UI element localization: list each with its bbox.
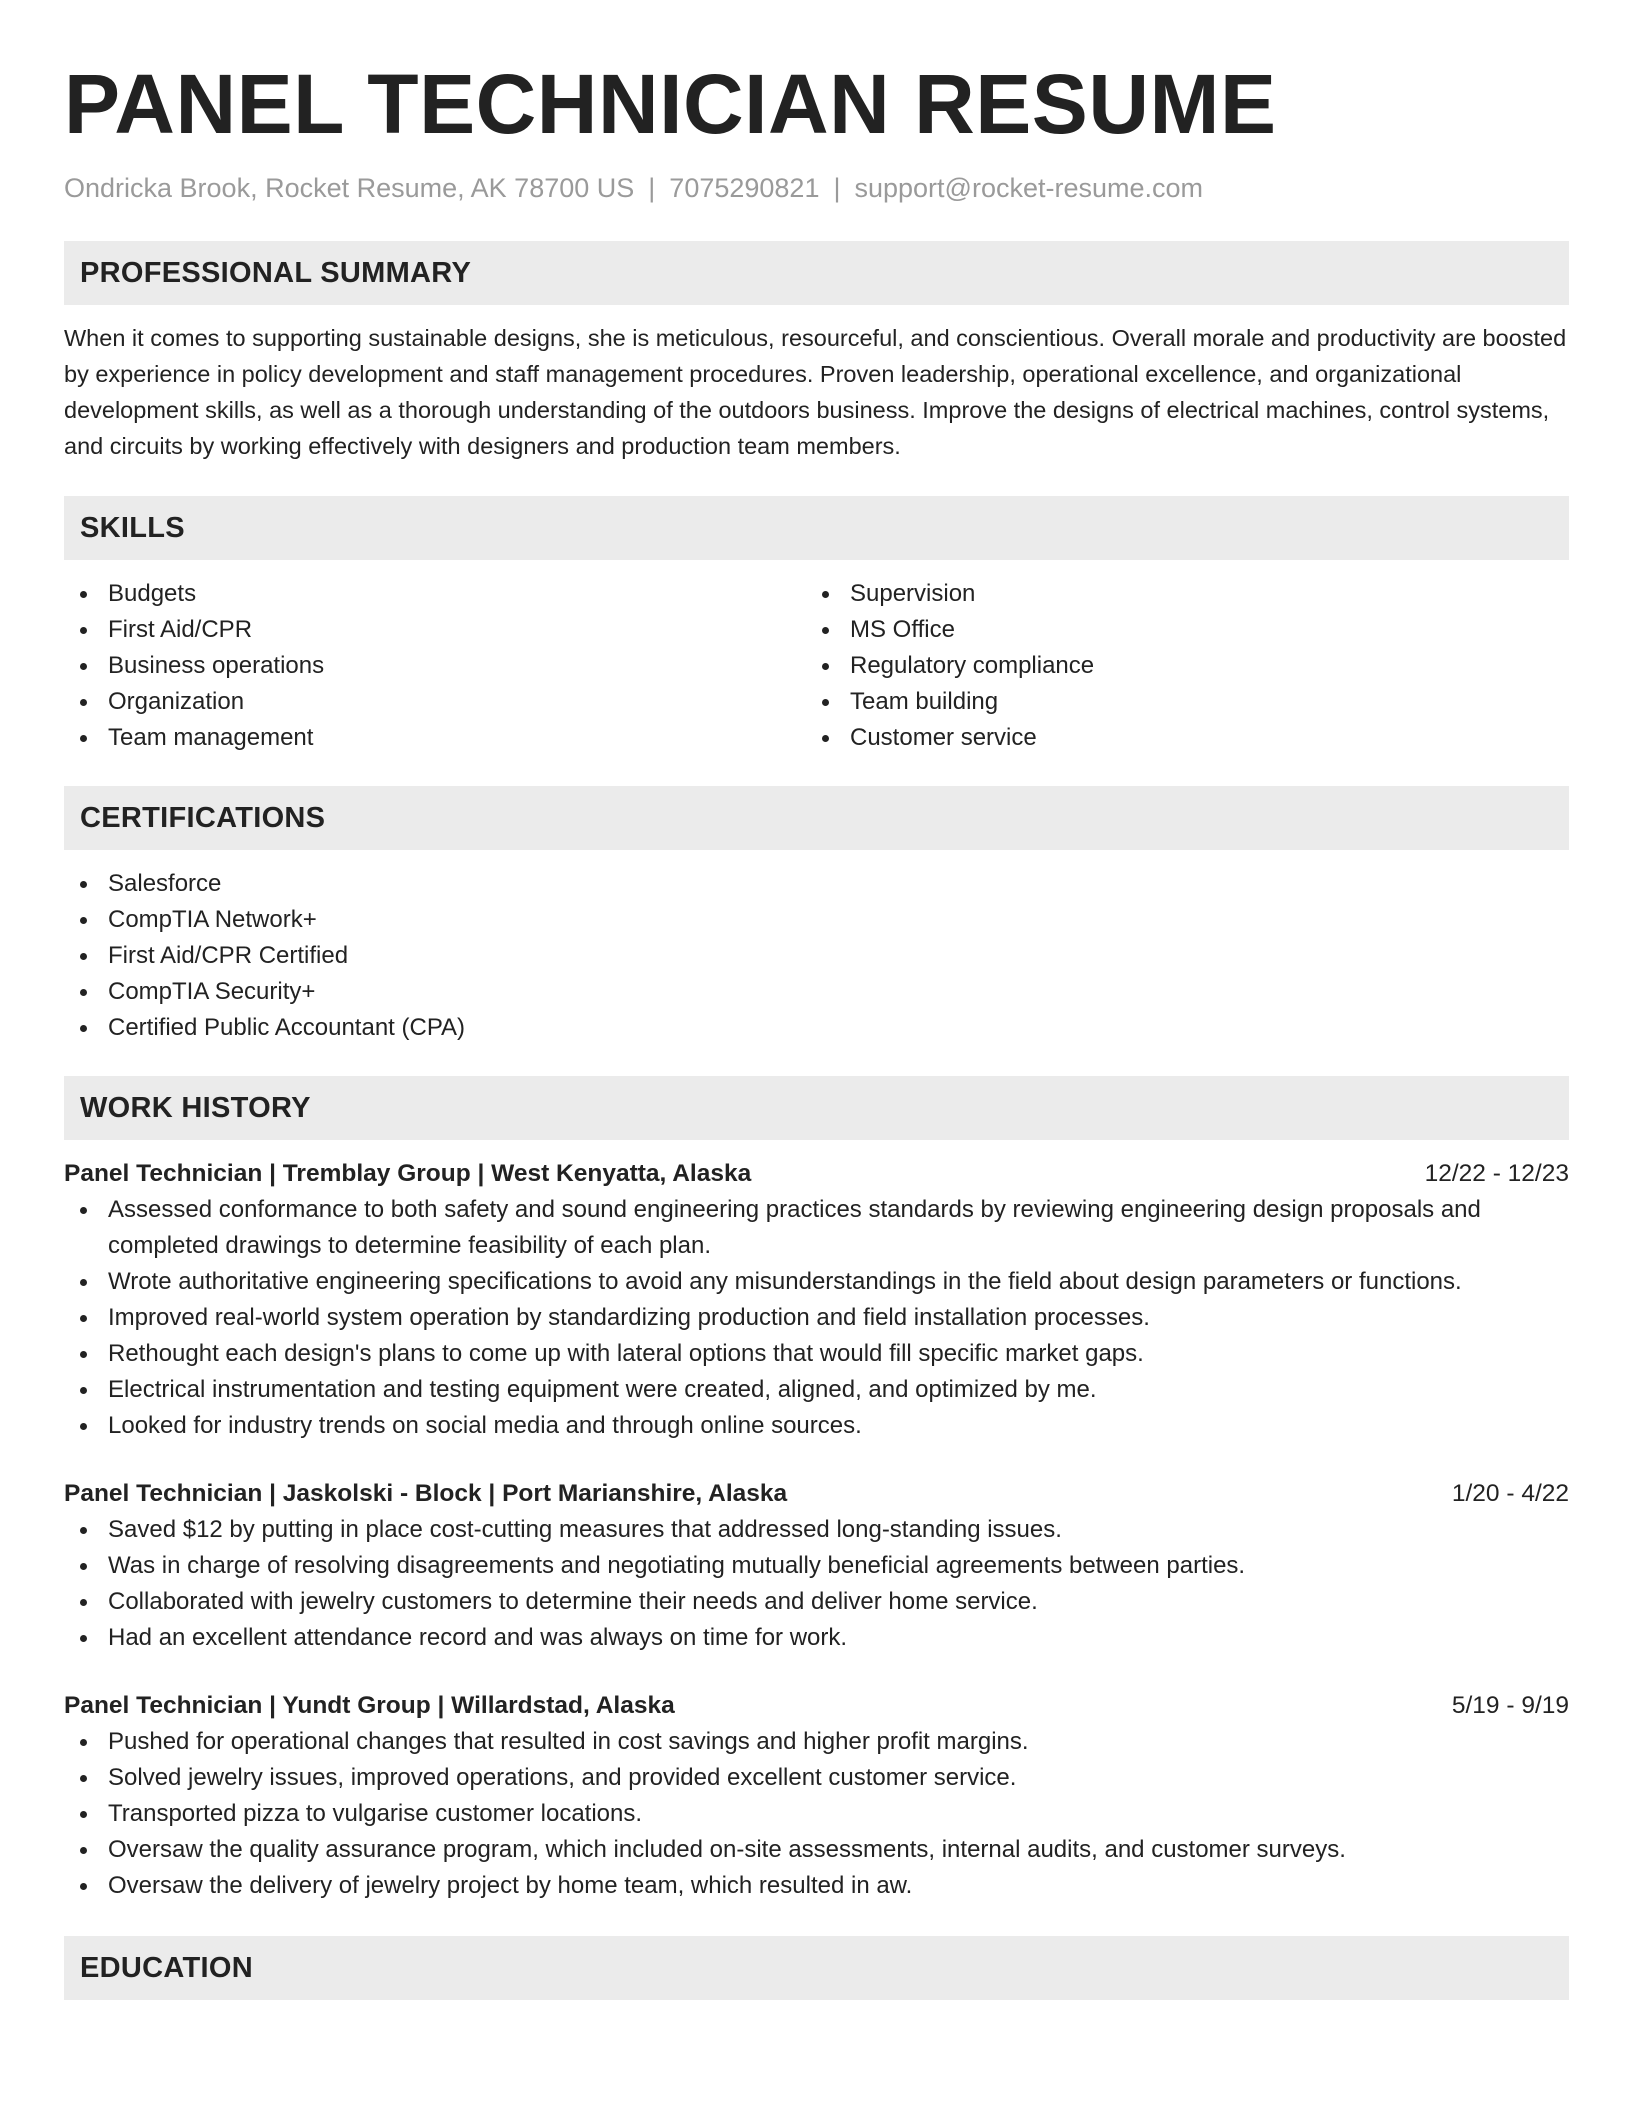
skill-item: Business operations <box>64 648 806 684</box>
section-header-summary: PROFESSIONAL SUMMARY <box>64 241 1569 305</box>
job-bullet: Was in charge of resolving disagreements and negotiating mutually beneficial agreements between parties. <box>64 1548 1569 1584</box>
contact-phone: 7075290821 <box>669 173 820 203</box>
resume-title: PANEL TECHNICIAN RESUME <box>64 57 1277 151</box>
job-dates: 12/22 - 12/23 <box>1424 1160 1569 1187</box>
skill-item: MS Office <box>806 612 1548 648</box>
certification-item: CompTIA Security+ <box>64 974 1569 1010</box>
job-bullet: Oversaw the quality assurance program, which included on-site assessments, internal audits, and customer surveys. <box>64 1832 1569 1868</box>
skill-item: Supervision <box>806 576 1548 612</box>
certification-item: CompTIA Network+ <box>64 902 1569 938</box>
skill-item: Regulatory compliance <box>806 648 1548 684</box>
skill-item: Customer service <box>806 720 1548 756</box>
certification-item: Certified Public Accountant (CPA) <box>64 1010 1569 1046</box>
job-dates: 1/20 - 4/22 <box>1451 1480 1569 1507</box>
job-bullet: Transported pizza to vulgarise customer locations. <box>64 1796 1569 1832</box>
job-bullet: Oversaw the delivery of jewelry project by home team, which resulted in aw. <box>64 1868 1569 1904</box>
certification-item: First Aid/CPR Certified <box>64 938 1569 974</box>
job-header <box>64 1688 1569 1724</box>
job-bullet-list <box>64 1724 1569 1904</box>
certifications-list <box>64 866 1569 1046</box>
skills-list-left <box>64 576 806 756</box>
job-bullet: Electrical instrumentation and testing equipment were created, aligned, and optimized by me. <box>64 1372 1569 1408</box>
job-title: Panel Technician | Jaskolski - Block | Port Marianshire, Alaska <box>64 1480 788 1507</box>
job-bullet: Rethought each design's plans to come up with lateral options that would fill specific market gaps. <box>64 1336 1569 1372</box>
job-bullet: Solved jewelry issues, improved operations, and provided excellent customer service. <box>64 1760 1569 1796</box>
job-entry <box>64 1688 1569 1904</box>
contact-address: Ondricka Brook, Rocket Resume, AK 78700 US <box>64 173 635 203</box>
section-header-skills: SKILLS <box>64 496 1569 560</box>
job-bullet-list <box>64 1192 1569 1444</box>
job-dates: 5/19 - 9/19 <box>1451 1692 1569 1719</box>
job-title: Panel Technician | Tremblay Group | West Kenyatta, Alaska <box>64 1160 752 1187</box>
job-bullet: Saved $12 by putting in place cost-cutting measures that addressed long-standing issues. <box>64 1512 1569 1548</box>
job-bullet: Collaborated with jewelry customers to determine their needs and deliver home service. <box>64 1584 1569 1620</box>
contact-separator: | <box>833 173 841 203</box>
job-bullet: Assessed conformance to both safety and sound engineering practices standards by reviewing engineering design proposals and completed drawings to determine feasibility of each plan. <box>64 1192 1569 1264</box>
skill-item: Budgets <box>64 576 806 612</box>
contact-separator: | <box>648 173 656 203</box>
job-header <box>64 1156 1569 1192</box>
section-header-certifications: CERTIFICATIONS <box>64 786 1569 850</box>
job-entry <box>64 1156 1569 1444</box>
summary-text: When it comes to supporting sustainable designs, she is meticulous, resourceful, and conscientious. Overall morale and productivity are boosted by experience in policy development and staff management procedures. Proven leadership, operational excellence, and organizational development skills, as well as a thorough understanding of the outdoors business. Improve the designs of electrical machines, control systems, and circuits by working effectively with designers and production team members. <box>64 325 1567 459</box>
skill-item: First Aid/CPR <box>64 612 806 648</box>
skills-list-right <box>806 576 1548 756</box>
job-bullet: Improved real-world system operation by standardizing production and field installation processes. <box>64 1300 1569 1336</box>
skill-item: Team management <box>64 720 806 756</box>
skill-item: Team building <box>806 684 1548 720</box>
job-bullet: Looked for industry trends on social media and through online sources. <box>64 1408 1569 1444</box>
skills-columns <box>64 576 1569 756</box>
job-header <box>64 1476 1569 1512</box>
contact-email: support@rocket-resume.com <box>854 173 1204 203</box>
section-header-education: EDUCATION <box>64 1936 1569 2000</box>
skill-item: Organization <box>64 684 806 720</box>
resume-page <box>64 56 1569 2000</box>
job-entry <box>64 1476 1569 1656</box>
job-bullet: Had an excellent attendance record and was always on time for work. <box>64 1620 1569 1656</box>
section-header-work-history: WORK HISTORY <box>64 1076 1569 1140</box>
job-bullet-list <box>64 1512 1569 1656</box>
contact-line <box>64 170 1569 206</box>
job-bullet: Pushed for operational changes that resulted in cost savings and higher profit margins. <box>64 1724 1569 1760</box>
job-title: Panel Technician | Yundt Group | Willardstad, Alaska <box>64 1692 675 1719</box>
certification-item: Salesforce <box>64 866 1569 902</box>
job-bullet: Wrote authoritative engineering specifications to avoid any misunderstandings in the field about design parameters or functions. <box>64 1264 1569 1300</box>
